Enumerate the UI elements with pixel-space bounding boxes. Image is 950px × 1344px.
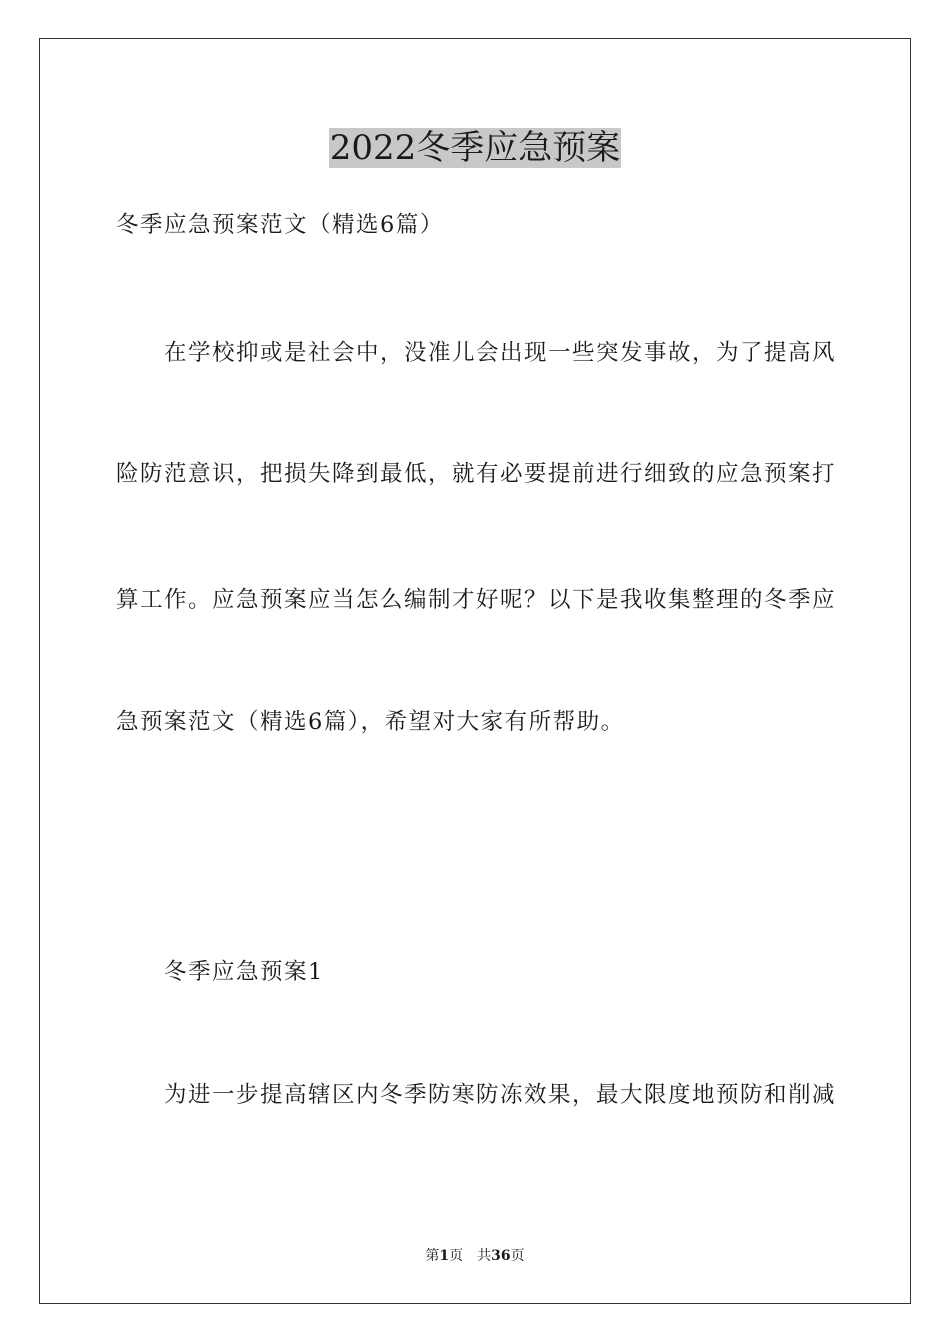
intro-paragraph-line-2: 险防范意识，把损失降到最低，就有必要提前进行细致的应急预案打 xyxy=(116,461,837,487)
intro-paragraph-line-1: 在学校抑或是社会中，没准儿会出现一些突发事故，为了提高风 xyxy=(164,340,837,366)
document-subtitle: 冬季应急预案范文（精选6篇） xyxy=(116,212,444,238)
footer-page-number: 1 xyxy=(439,1248,450,1264)
footer-total-prefix: 共 xyxy=(477,1248,492,1264)
document-title xyxy=(0,126,950,170)
footer-page-prefix: 第 xyxy=(425,1248,440,1264)
footer-total-suffix: 页 xyxy=(510,1248,525,1264)
intro-paragraph-line-3: 算工作。应急预案应当怎么编制才好呢？以下是我收集整理的冬季应 xyxy=(116,587,837,613)
document-title-text: 2022冬季应急预案 xyxy=(329,128,621,168)
section-heading: 冬季应急预案1 xyxy=(164,959,324,985)
section-paragraph-line-1: 为进一步提高辖区内冬季防寒防冻效果，最大限度地预防和削减 xyxy=(164,1082,837,1108)
footer-total-pages: 36 xyxy=(491,1248,511,1264)
page-footer xyxy=(0,1246,950,1266)
footer-page-suffix: 页 xyxy=(449,1248,464,1264)
intro-paragraph-line-4: 急预案范文（精选6篇），希望对大家有所帮助。 xyxy=(116,709,625,735)
